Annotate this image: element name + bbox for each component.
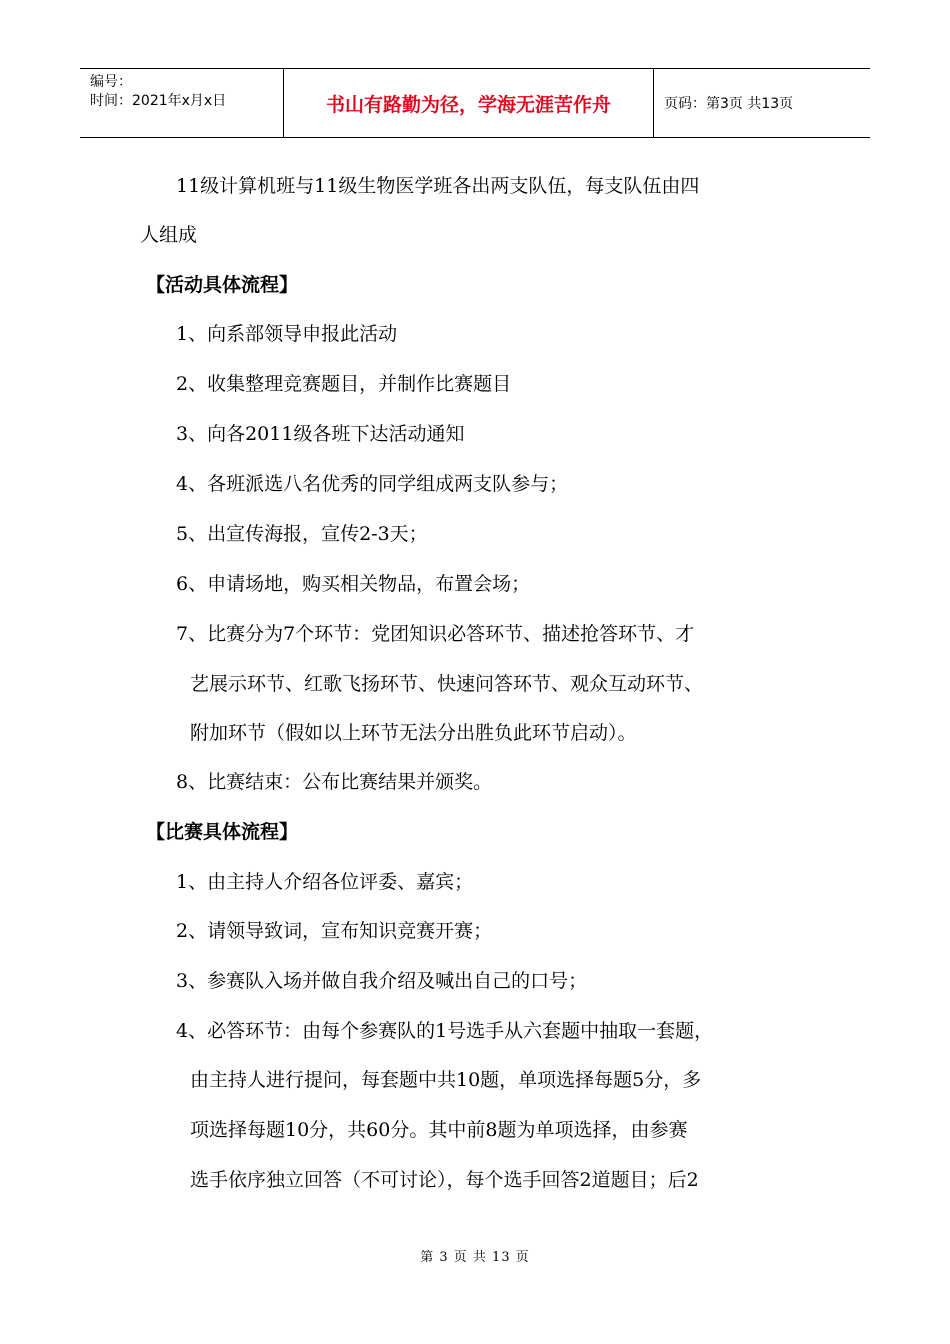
list-item: 8、比赛结束：公布比赛结果并颁奖。 [176, 771, 493, 793]
paragraph-line: 11级计算机班与11级生物医学班各出两支队伍，每支队伍由四 [176, 175, 700, 197]
section-heading: 【比赛具体流程】 [146, 821, 299, 843]
list-item: 2、收集整理竞赛题目，并制作比赛题目 [176, 373, 512, 395]
header-motto: 书山有路勤为径，学海无涯苦作舟 [284, 69, 654, 137]
list-item-continuation: 选手依序独立回答（不可讨论），每个选手回答2道题目；后2 [190, 1169, 699, 1191]
list-item: 6、申请场地，购买相关物品，布置会场； [176, 573, 531, 595]
list-item: 3、参赛队入场并做自我介绍及喊出自己的口号； [176, 970, 588, 992]
list-item-continuation: 附加环节（假如以上环节无法分出胜负此环节启动）。 [190, 722, 637, 744]
page-footer: 第 3 页 共 13 页 [420, 1250, 530, 1265]
section-heading: 【活动具体流程】 [146, 274, 299, 296]
list-item: 5、出宣传海报，宣传2-3天； [176, 523, 428, 545]
list-item: 4、各班派选八名优秀的同学组成两支队参与； [176, 473, 569, 495]
header-page-code: 页码：第3页 共13页 [664, 96, 794, 112]
header-table [80, 68, 870, 138]
paragraph-line: 人组成 [140, 224, 198, 246]
document-date-label: 时间：2021年x月x日 [90, 93, 227, 109]
list-item: 2、请领导致词，宣布知识竞赛开赛； [176, 920, 493, 942]
list-item-continuation: 项选择每题10分，共60分。其中前8题为单项选择，由参赛 [190, 1119, 688, 1141]
list-item-continuation: 艺展示环节、红歌飞扬环节、快速问答环节、观众互动环节、 [190, 673, 704, 695]
header-meta-cell [80, 69, 284, 137]
document-number-label: 编号： [90, 74, 132, 90]
list-item: 1、由主持人介绍各位评委、嘉宾； [176, 871, 474, 893]
list-item: 3、向各2011级各班下达活动通知 [176, 423, 465, 445]
list-item: 7、比赛分为7个环节：党团知识必答环节、描述抢答环节、才 [176, 623, 695, 645]
list-item-continuation: 由主持人进行提问，每套题中共10题，单项选择每题5分，多 [190, 1069, 702, 1091]
list-item: 1、向系部领导申报此活动 [176, 323, 398, 345]
list-item: 4、必答环节：由每个参赛队的1号选手从六套题中抽取一套题， [176, 1020, 714, 1042]
